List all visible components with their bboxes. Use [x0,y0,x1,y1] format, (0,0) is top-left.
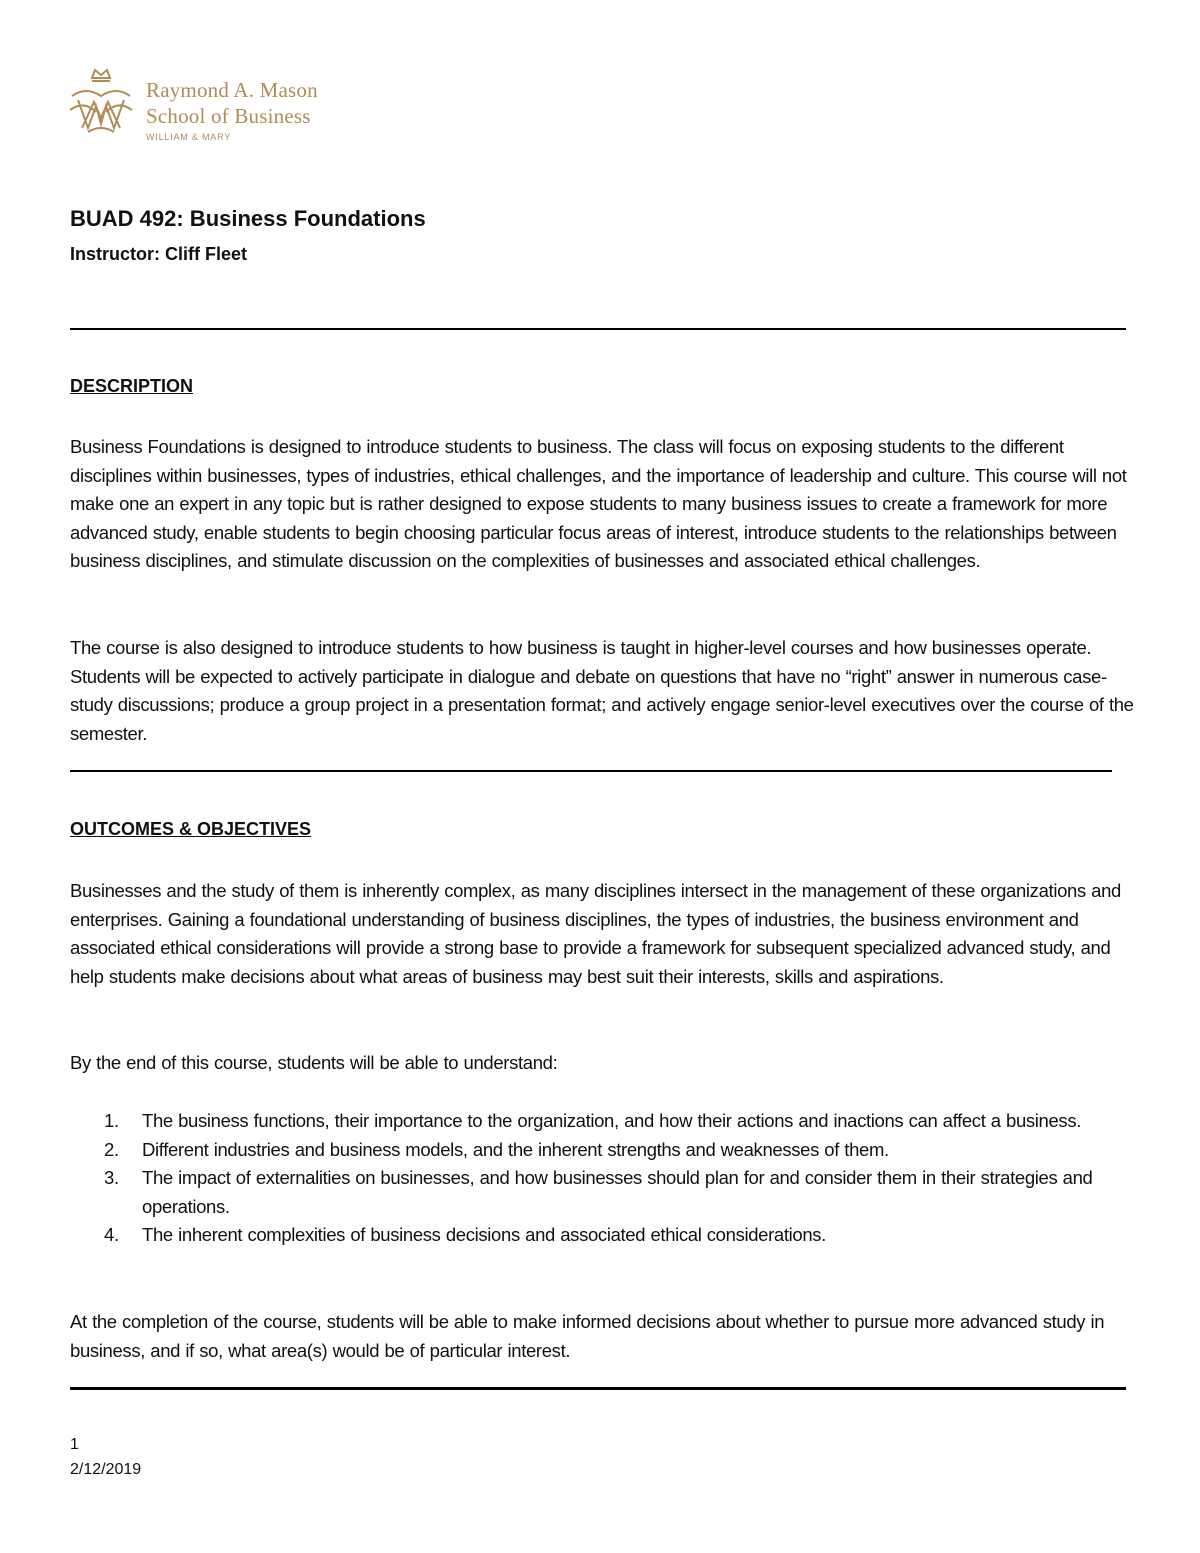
list-item-number: 1. [104,1110,119,1131]
divider-top [70,328,1126,330]
outcomes-closing: At the completion of the course, students will be able to make informed decisions about whether to pursue more advanced study in business, and if so, what area(s) would be of particular interest. [70,1311,1105,1361]
description-paragraph-2: The course is also designed to introduce students to how business is taught in higher-level courses and how businesses operate. Students will be expected to actively participate in dialogue and debate on questions that have no “right” answer in numerous case-study discussions; produce a group project in a presentation format; and actively engage senior-level executives over the course of the semester. [70,637,1134,744]
list-item-number: 2. [104,1138,119,1160]
list-item [70,1136,1140,1165]
description-paragraph-1: Business Foundations is designed to introduce students to business. The class will focus on exposing students to the different disciplines within businesses, types of industries, ethical challenges, and the importance of leadership and culture. This course will not make one an expert in any topic but is rather designed to expose students to many business issues to create a framework for more advanced study, enable students to begin choosing particular focus areas of interest, introduce students to the relationships between business disciplines, and stimulate discussion on the complexities of businesses and associated ethical challenges. [70,436,1127,572]
divider-middle [70,770,1112,772]
list-item-number: 3. [104,1167,119,1189]
logo-school-name: Raymond A. Mason [146,78,318,102]
logo-text [146,80,318,142]
outcomes-intro: By the end of this course, students will be able to understand: [70,1052,558,1073]
footer-date: 2/12/2019 [70,1461,142,1478]
outcomes-heading: OUTCOMES & OBJECTIVES [70,819,312,839]
logo-school-subtitle: School of Business [146,104,311,128]
list-item-text: The impact of externalities on businesses, and how businesses should plan for and consider them in their strategies and operations. [142,1167,1093,1217]
list-item-number: 4. [104,1224,119,1246]
logo-university: WILLIAM & MARY [146,132,232,142]
list-item [70,1164,1140,1221]
school-logo [66,66,366,150]
divider-bottom [70,1387,1126,1390]
outcomes-paragraph: Businesses and the study of them is inherently complex, as many disciplines intersect in the management of these organizations and enterprises. Gaining a foundational understanding of business disciplines, the types of industries, the business environment and associated ethical considerations will provide a strong base to provide a framework for subsequent specialized advanced study, and help students make decisions about what areas of business may best suit their interests, skills and aspirations. [70,880,1121,987]
list-item-text: Different industries and business models, and the inherent strengths and weaknesses of them. [142,1138,889,1160]
instructor-line: Instructor: Cliff Fleet [70,244,248,264]
list-item-text: The inherent complexities of business decisions and associated ethical considerations. [142,1224,826,1246]
page-number: 1 [70,1436,79,1453]
list-item-text: The business functions, their importance to the organization, and how their actions and inactions can affect a business. [142,1110,1082,1131]
course-title: BUAD 492: Business Foundations [70,206,426,231]
list-item [70,1107,1140,1136]
outcomes-list [70,1107,1140,1250]
crown-monogram-icon [66,66,136,138]
description-heading: DESCRIPTION [70,376,194,396]
list-item [70,1221,1140,1250]
